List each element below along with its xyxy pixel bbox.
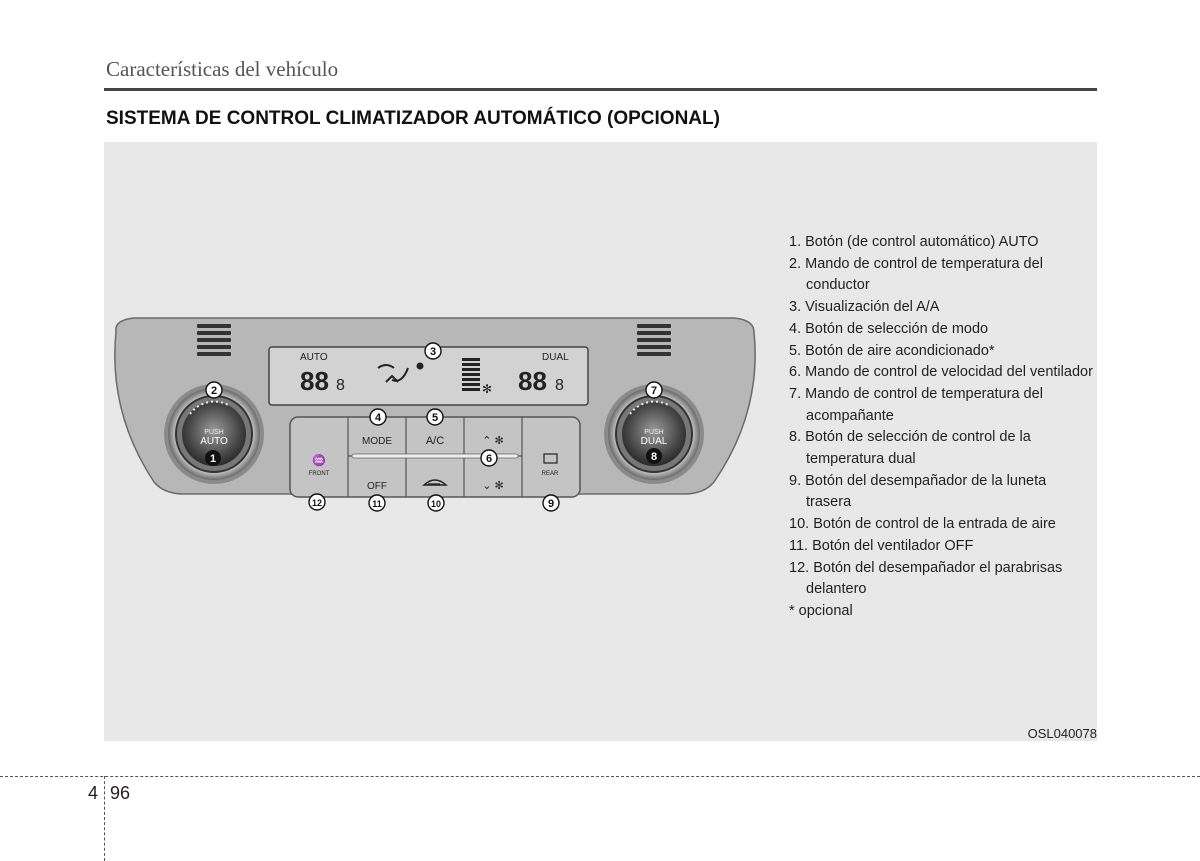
legend-item-number: 9.	[789, 472, 802, 489]
legend-item-number: 3.	[789, 299, 802, 316]
svg-text:9: 9	[547, 498, 555, 510]
svg-text:7: 7	[650, 385, 658, 397]
svg-text:1: 1	[209, 453, 217, 465]
legend-item-text: Botón del ventilador OFF	[812, 537, 974, 554]
dual-knob-push-text: PUSH	[644, 429, 664, 436]
auto-knob-push-text: PUSH	[204, 429, 224, 436]
figure-panel	[104, 142, 1097, 741]
display-right-temp-decimal: 8	[555, 377, 564, 394]
display-left-temp-decimal: 8	[336, 377, 345, 394]
legend-item	[789, 341, 1094, 363]
legend-item	[789, 536, 1094, 558]
footer-dashed-divider	[104, 776, 105, 861]
callout-12	[309, 494, 325, 510]
legend-item	[789, 601, 1094, 623]
callout-10	[428, 495, 444, 511]
display-right-temp: 88	[518, 366, 547, 396]
legend-item	[789, 319, 1094, 341]
svg-text:10: 10	[430, 499, 442, 509]
callout-4	[370, 409, 386, 425]
legend-item-text: Mando de control de temperatura del acompañante	[805, 385, 1043, 424]
section-title: SISTEMA DE CONTROL CLIMATIZADOR AUTOMÁTICO (OPCIONAL)	[106, 108, 720, 129]
callout-6	[481, 450, 497, 466]
legend-item	[789, 514, 1094, 536]
component-legend	[789, 232, 1094, 623]
legend-item	[789, 254, 1094, 297]
dual-knob-label[interactable]: DUAL	[640, 436, 668, 447]
svg-text:12: 12	[311, 498, 323, 508]
callout-8	[646, 448, 662, 464]
legend-item-number: 4.	[789, 320, 802, 337]
legend-item-number: 8.	[789, 429, 802, 446]
legend-item-number: 11.	[789, 537, 809, 554]
front-defrost-label: FRONT	[308, 471, 330, 477]
svg-text:11: 11	[372, 499, 382, 509]
footer-section-number: 4	[88, 783, 99, 803]
display-left-temp: 88	[300, 366, 329, 396]
svg-text:4: 4	[374, 412, 382, 424]
footer-dashed-rule	[0, 776, 1200, 777]
legend-item-text: Botón de aire acondicionado*	[805, 342, 995, 359]
display-dual-label: DUAL	[542, 352, 569, 363]
legend-item-text: * opcional	[789, 602, 853, 619]
legend-item	[789, 427, 1094, 470]
svg-text:5: 5	[431, 412, 439, 424]
legend-item-text: Botón del desempañador de la luneta trasera	[805, 472, 1047, 511]
callout-11	[369, 495, 385, 511]
callout-3	[425, 343, 441, 359]
svg-text:8: 8	[650, 451, 658, 463]
legend-item-text: Botón (de control automático) AUTO	[805, 234, 1039, 250]
fan-down-button[interactable]: ⌄ ✻	[482, 480, 504, 492]
display-fan-icon: ✻	[482, 382, 493, 396]
legend-item	[789, 471, 1094, 514]
callout-2	[206, 382, 222, 398]
legend-item-text: Visualización del A/A	[805, 299, 940, 316]
callout-5	[427, 409, 443, 425]
legend-item-number: 10.	[789, 516, 810, 533]
front-defrost-icon: ♒	[312, 455, 326, 467]
image-code: OSL040078	[1027, 726, 1097, 741]
callout-1	[205, 450, 221, 466]
legend-item-text: Botón de control de la entrada de aire	[813, 516, 1056, 533]
fan-up-button[interactable]: ⌃ ✻	[482, 435, 504, 447]
legend-item	[789, 558, 1094, 601]
legend-item-text: Botón de selección de modo	[805, 320, 989, 337]
legend-item-number: 6.	[789, 364, 802, 381]
legend-item	[789, 297, 1094, 319]
legend-item	[789, 232, 1094, 254]
callout-7	[646, 382, 662, 398]
legend-item	[789, 362, 1094, 384]
legend-item-number: 5.	[789, 342, 802, 359]
callout-9	[543, 495, 559, 511]
svg-text:2: 2	[210, 385, 218, 397]
mode-button[interactable]: MODE	[362, 436, 392, 447]
chapter-title: Características del vehículo	[106, 57, 339, 81]
ac-button[interactable]: A/C	[425, 435, 445, 447]
rear-defrost-label: REAR	[541, 471, 559, 477]
legend-item-number: 12.	[789, 559, 810, 576]
svg-text:3: 3	[429, 346, 437, 358]
legend-item-text: Botón del desempañador el parabrisas delantero	[806, 559, 1063, 598]
legend-item-number: 7.	[789, 385, 802, 402]
legend-item-text: Mando de control de temperatura del conductor	[805, 255, 1043, 294]
legend-item-number: 1.	[789, 234, 802, 250]
display-auto-label: AUTO	[300, 352, 328, 363]
legend-item-number: 2.	[789, 255, 802, 272]
legend-item-text: Botón de selección de control de la temperatura dual	[805, 429, 1031, 468]
legend-item	[789, 384, 1094, 427]
auto-knob-label[interactable]: AUTO	[200, 436, 228, 447]
svg-text:6: 6	[485, 453, 493, 465]
fan-off-button[interactable]: OFF	[367, 481, 387, 492]
footer-page-number: 96	[110, 783, 131, 803]
legend-item-text: Mando de control de velocidad del ventilador	[805, 364, 1093, 381]
header-rule	[104, 88, 1097, 91]
